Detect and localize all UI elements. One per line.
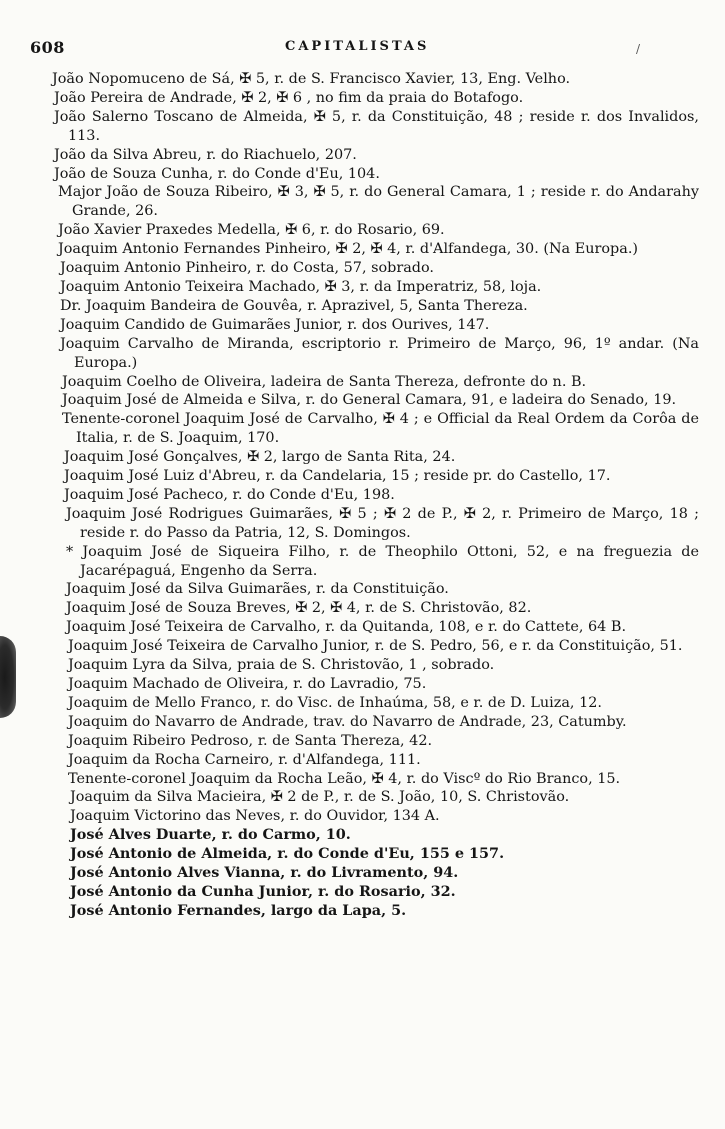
directory-entry: João da Silva Abreu, r. do Riachuelo, 207. [54, 146, 357, 163]
directory-entry: Joaquim José Gonçalves, ✠ 2, largo de Santa Rita, 24. [64, 449, 456, 466]
directory-entry: * Joaquim José de Siqueira Filho, r. de Theophilo Ottoni, 52, e na freguezia de Jacarépaguá, Engenho da Serra. [66, 543, 699, 579]
directory-entry: Joaquim Ribeiro Pedroso, r. de Santa Thereza, 42. [68, 732, 433, 749]
directory-entry: José Antonio de Almeida, r. do Conde d'Eu, 155 e 157. [70, 845, 505, 863]
directory-entry: Tenente-coronel Joaquim José de Carvalho, ✠ 4 ; e Official da Real Ordem da Corôa de Italia, r. de S. Joaquim, 170. [62, 411, 699, 447]
directory-entry: Joaquim José da Silva Guimarães, r. da Constituição. [66, 581, 449, 598]
directory-entry: Joaquim José Teixeira de Carvalho, r. da Quitanda, 108, e r. do Cattete, 64 B. [66, 619, 627, 636]
directory-entry: Joaquim José de Almeida e Silva, r. do General Camara, 91, e ladeira do Senado, 19. [62, 392, 677, 409]
directory-entry: João Salerno Toscano de Almeida, ✠ 5, r. da Constituição, 48 ; reside r. dos Invalidos, 113. [54, 108, 699, 144]
corner-mark: / [636, 42, 641, 56]
directory-entry: Joaquim Antonio Teixeira Machado, ✠ 3, r. da Imperatriz, 58, loja. [60, 278, 542, 295]
directory-entry: Joaquim da Rocha Carneiro, r. d'Alfandega, 111. [68, 751, 421, 768]
directory-entry: Major João de Souza Ribeiro, ✠ 3, ✠ 5, r. do General Camara, 1 ; reside r. do Andarahy Grande, 26. [58, 184, 699, 220]
directory-entry: José Antonio da Cunha Junior, r. do Rosario, 32. [70, 882, 456, 900]
directory-entry: Joaquim Machado de Oliveira, r. do Lavradio, 75. [68, 676, 427, 692]
directory-entry: Joaquim Victorino das Neves, r. do Ouvidor, 134 A. [70, 808, 440, 825]
directory-entry: Joaquim da Silva Macieira, ✠ 2 de P., r. de S. João, 10, S. Christovão. [70, 789, 570, 806]
directory-entries [0, 70, 725, 921]
page-header [0, 38, 725, 60]
directory-entry: José Antonio Alves Vianna, r. do Livramento, 94. [70, 864, 459, 882]
directory-entry: José Alves Duarte, r. do Carmo, 10. [70, 826, 351, 844]
directory-entry: Joaquim Candido de Guimarães Junior, r. dos Ourives, 147. [60, 316, 490, 333]
directory-entry: Joaquim Coelho de Oliveira, ladeira de Santa Thereza, defronte do n. B. [62, 373, 587, 390]
directory-entry: Joaquim José Teixeira de Carvalho Junior, r. de S. Pedro, 56, e r. da Constituição, 51. [68, 638, 683, 655]
directory-entry: Joaquim de Mello Franco, r. do Visc. de Inhaúma, 58, e r. de D. Luiza, 12. [68, 694, 602, 711]
directory-entry: João Pereira de Andrade, ✠ 2, ✠ 6 , no fim da praia do Botafogo. [54, 89, 524, 106]
directory-entry: Joaquim José de Souza Breves, ✠ 2, ✠ 4, r. de S. Christovão, 82. [66, 600, 532, 617]
directory-entry: Joaquim Lyra da Silva, praia de S. Christovão, 1 , sobrado. [68, 657, 495, 674]
directory-entry: Tenente-coronel Joaquim da Rocha Leão, ✠ 4, r. do Viscº do Rio Branco, 15. [68, 770, 621, 787]
directory-entry: João Xavier Praxedes Medella, ✠ 6, r. do Rosario, 69. [58, 222, 445, 239]
running-head: CAPITALISTAS [285, 39, 430, 54]
directory-entry: Joaquim Carvalho de Miranda, escriptorio r. Primeiro de Março, 96, 1º andar. (Na Europa.) [60, 335, 699, 371]
directory-entry: Joaquim Antonio Fernandes Pinheiro, ✠ 2, ✠ 4, r. d'Alfandega, 30. (Na Europa.) [58, 241, 639, 258]
directory-entry: João Nopomuceno de Sá, ✠ 5, r. de S. Francisco Xavier, 13, Eng. Velho. [52, 71, 571, 87]
directory-entry: Joaquim Antonio Pinheiro, r. do Costa, 57, sobrado. [60, 260, 435, 277]
page-number: 608 [30, 38, 65, 57]
directory-entry: Joaquim do Navarro de Andrade, trav. do Navarro de Andrade, 23, Catumby. [68, 713, 627, 730]
directory-entry: Joaquim José Rodrigues Guimarães, ✠ 5 ; ✠ 2 de P., ✠ 2, r. Primeiro de Março, 18 ; reside r. do Passo da Patria, 12, S. Domingos. [66, 505, 699, 541]
directory-entry: João de Souza Cunha, r. do Conde d'Eu, 104. [54, 165, 380, 182]
directory-entry: Dr. Joaquim Bandeira de Gouvêa, r. Aprazivel, 5, Santa Thereza. [60, 297, 528, 314]
directory-entry: Joaquim José Pacheco, r. do Conde d'Eu, 198. [64, 486, 395, 503]
directory-entry: José Antonio Fernandes, largo da Lapa, 5. [70, 901, 407, 919]
directory-entry: Joaquim José Luiz d'Abreu, r. da Candelaria, 15 ; reside pr. do Castello, 17. [64, 468, 611, 485]
